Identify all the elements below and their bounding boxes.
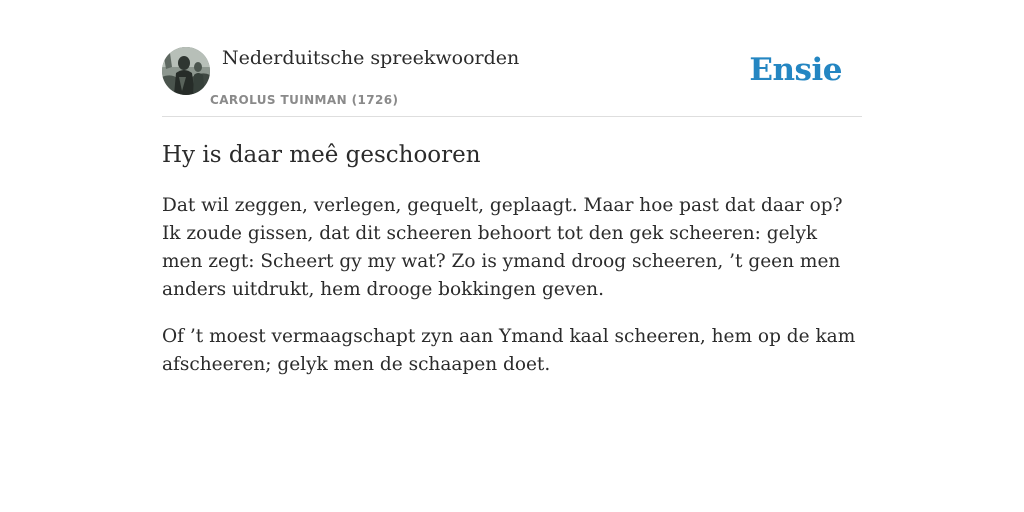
entry-paragraph-2: Of ’t moest vermaagschapt zyn aan Ymand kaal scheeren, hem op de kam afscheeren; gelyk men de schaapen doet.: [162, 326, 856, 375]
entry-paragraph-1: Dat wil zeggen, verlegen, gequelt, geplaagt. Maar hoe past dat daar op? Ik zoude gissen, dat dit scheeren behoort tot den gek scheeren: gelyk men zegt: Scheert gy my wat? Zo is ymand droog scheeren, ’t geen men anders uitdrukt, hem drooge bokkingen geven.: [162, 195, 843, 300]
author-name[interactable]: CAROLUS TUINMAN (1726): [210, 93, 399, 107]
header: [162, 0, 862, 117]
page: [162, 0, 862, 375]
entry-title: Hy is daar meê geschooren: [162, 142, 481, 168]
portrait-statue-icon[interactable]: [162, 47, 210, 95]
ensie-logo[interactable]: Ensie: [749, 52, 842, 88]
book-title[interactable]: Nederduitsche spreekwoorden: [222, 47, 520, 69]
